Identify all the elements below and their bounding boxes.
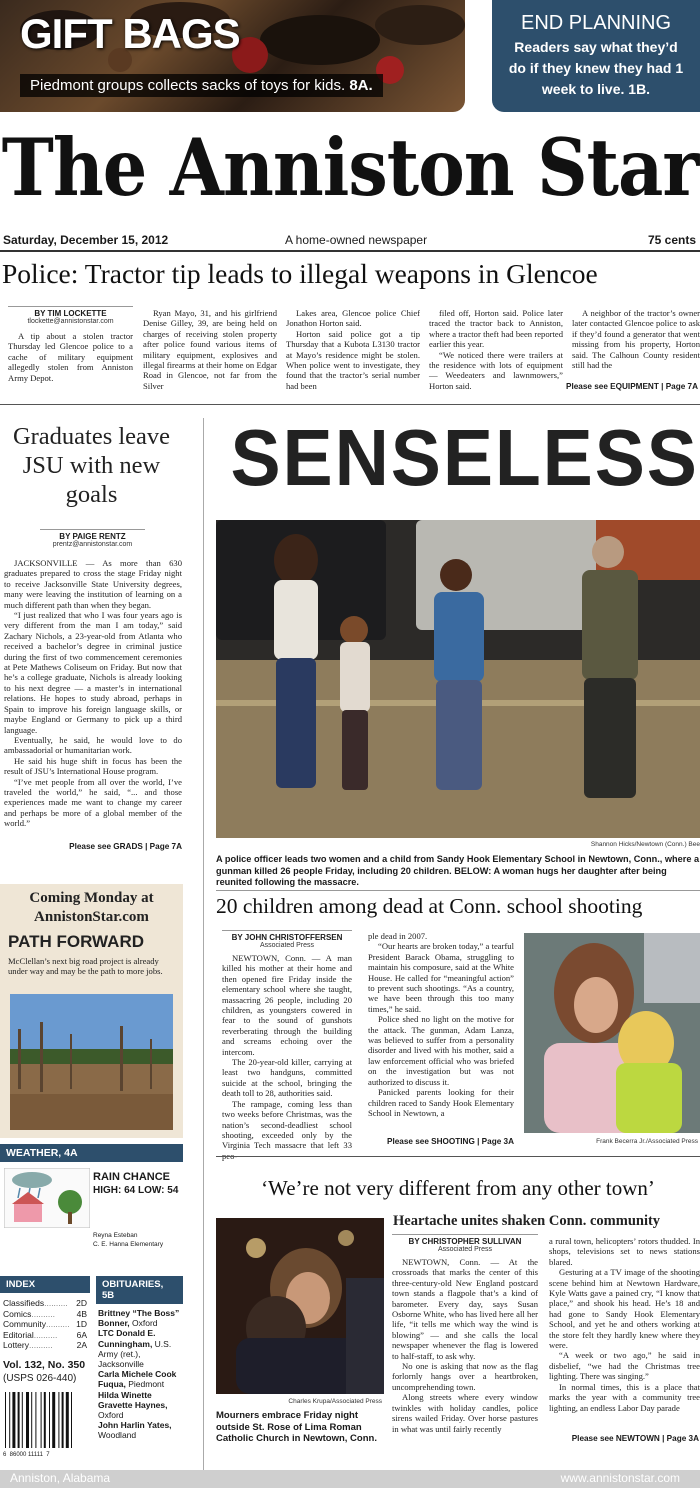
masthead-tagline: A home-owned newspaper <box>285 233 428 247</box>
grads-byline: BY PAIGE RENTZ <box>40 529 145 541</box>
weather-artist: Reyna Esteban <box>93 1232 138 1239</box>
tractor-headline[interactable]: Police: Tractor tip leads to illegal weapons in Glencoe <box>2 258 598 289</box>
heartache-c2p3: In normal times, this is a place that marks the year with a community tree lighting, an endless Labor Day parade <box>549 1381 700 1413</box>
obit-entry[interactable] <box>98 1420 181 1440</box>
obits-head: OBITUARIES, 5B <box>96 1276 183 1304</box>
tractor-see-link[interactable]: Please see EQUIPMENT | Page 7A <box>566 382 698 391</box>
tractor-col5 <box>572 308 700 370</box>
tractor-byline: BY TIM LOCKETTE <box>8 306 133 318</box>
obit-name: John Harlin Yates, <box>98 1420 172 1431</box>
obit-name: Brittney “The Boss” Bonner, <box>98 1308 180 1329</box>
coming-monday-box[interactable] <box>0 884 183 1138</box>
main-photo[interactable] <box>216 520 700 838</box>
tractor-text-3a: Lakes area, Glencoe police Chief Jonathon Horton said. <box>286 308 420 329</box>
index-item-page: 1D <box>76 1319 87 1329</box>
obit-name: Carla Michele Cook Fuqua, <box>98 1369 177 1390</box>
coming-headline: PATH FORWARD <box>8 932 144 951</box>
heartache-col2 <box>549 1236 700 1413</box>
tractor-email: tlockette@annistonstar.com <box>27 318 114 325</box>
left-column-divider <box>203 418 204 1473</box>
obit-detail: Oxford <box>132 1318 158 1329</box>
index-item-page: 2D <box>76 1298 87 1308</box>
mother-daughter-photo[interactable] <box>524 933 700 1133</box>
obit-name: LTC Donald E. Cunningham, <box>98 1328 156 1349</box>
masthead-title: The Anniston Star <box>1 121 699 214</box>
footer-website[interactable]: www.annistonstar.com <box>560 1471 680 1485</box>
promo-end-planning[interactable] <box>492 0 700 112</box>
tractor-text-5: A neighbor of the tractor’s owner later contacted Glencoe police to ask if they’d found a generator that went missing from his property, Horton said. The Calhoun County resident still had the <box>572 308 700 371</box>
obit-detail: U.S. Army (ret.), Jacksonville <box>98 1338 172 1370</box>
heartache-c1p3: Along streets where every window twinkles with holiday candles, police sirens wailed Friday. Over horse pastures in what was until fairly recently <box>392 1392 538 1434</box>
coming-text: McClellan’s next big road project is already under way and may be the path to more jobs. <box>8 956 163 977</box>
grads-p1: JACKSONVILLE — As more than 630 graduates prepared to cross the stage Friday night to receive Jacksonville State University degrees, many were leaving the institution of learning on a much different path than when they began. <box>4 558 182 610</box>
quote-headline[interactable]: ‘We’re not very different from any other town’ <box>261 1176 655 1200</box>
barcode <box>3 1392 89 1448</box>
index-item-name: Community <box>3 1319 46 1329</box>
shooting-see-link[interactable]: Please see SHOOTING | Page 3A <box>387 1137 514 1146</box>
index-item[interactable] <box>3 1309 87 1320</box>
weather-temps <box>93 1185 178 1196</box>
grads-see-link[interactable]: Please see GRADS | Page 7A <box>69 842 182 851</box>
weather-head: WEATHER, 4A <box>0 1144 183 1162</box>
weather-box[interactable] <box>0 1144 183 1266</box>
coming-title: Coming Monday at AnnistonStar.com <box>29 890 154 925</box>
index-item-page: 6A <box>76 1329 87 1340</box>
weather-high: HIGH: 64 <box>93 1185 136 1196</box>
obit-entry[interactable] <box>98 1390 181 1421</box>
main-headline[interactable]: SENSELESS <box>230 413 699 502</box>
obit-detail: Oxford <box>98 1410 124 1421</box>
shooting-photo-credit: Frank Becerra Jr./Associated Press <box>596 1138 698 1145</box>
shooting-affil: Associated Press <box>259 942 315 949</box>
heartache-caption: Mourners embrace Friday night outside St. Rose of Lima Roman Catholic Church in Newtown, Conn. <box>216 1410 377 1444</box>
index-item[interactable] <box>3 1319 87 1330</box>
shooting-c2p0: ple dead in 2007. <box>368 931 428 941</box>
tractor-text-4b: “We noticed there were trailers at the residence with lots of equipment — Weedeaters and lawnmowers,” Horton said. <box>429 349 563 391</box>
footer-location: Anniston, Alabama <box>10 1471 111 1485</box>
promo-gift-bags[interactable] <box>0 0 465 112</box>
shooting-byline: BY JOHN CHRISTOFFERSEN <box>222 930 352 942</box>
masthead-date: Saturday, December 15, 2012 <box>3 233 169 247</box>
heartache-c2p2: “A week or two ago,” he said in disbelief, “we had the Christmas tree lighting. There was singing.” <box>549 1350 700 1382</box>
index-item[interactable] <box>3 1330 87 1341</box>
index-list <box>0 1293 90 1351</box>
obit-detail: Piedmont <box>128 1379 165 1390</box>
grads-email: prentz@annistonstar.com <box>52 541 133 548</box>
promo-page: 8A. <box>349 77 373 94</box>
weather-low: LOW: 54 <box>138 1185 179 1196</box>
shooting-c2p2: Police shed no light on the motive for the attack. The gunman, Adam Lanza, was believed to suffer from a personality disorder and lived with his mother, said a law enforcement official who was briefed on the investigation but was not authorized to discuss it. <box>368 1014 514 1087</box>
obit-entry[interactable] <box>98 1328 181 1369</box>
barcode-digits: 6 86000 11111 7 <box>3 1451 50 1458</box>
tractor-text-2: Ryan Mayo, 31, and his girlfriend Denise Gilley, 39, are being held on charges of receiving stolen property after police found various items of military equipment, explosives and illegal firearms at their home on Edgar Road in Glencoe, not far from the Silver <box>143 308 277 391</box>
weather-school: C. E. Hanna Elementary <box>93 1241 164 1248</box>
weather-title: RAIN CHANCE <box>93 1171 170 1183</box>
shooting-headline[interactable]: 20 children among dead at Conn. school shooting <box>216 894 643 918</box>
obit-entry[interactable] <box>98 1369 181 1389</box>
heartache-affil: Associated Press <box>437 1246 493 1253</box>
tractor-text-4a: filed off, Horton said. Police later traced the tractor back to Anniston, where a tractor theft had been reported earlier this year. <box>429 308 563 350</box>
mourners-photo[interactable] <box>216 1218 384 1394</box>
shooting-col1 <box>222 930 352 1161</box>
grads-headline[interactable]: Graduates leave JSU with new goals <box>12 423 171 508</box>
promo-end-title: END PLANNING <box>520 12 672 34</box>
tractor-col3 <box>286 308 420 391</box>
tractor-col1 <box>8 306 133 383</box>
promo-text-bar <box>20 74 383 97</box>
index-vol: Vol. 132, No. 350 <box>3 1358 86 1371</box>
heartache-byline: BY CHRISTOPHER SULLIVAN <box>392 1234 538 1246</box>
index-leader: .......... <box>45 1319 70 1329</box>
obits-box <box>96 1276 183 1441</box>
shooting-rule <box>216 1156 700 1157</box>
weather-drawing <box>4 1168 90 1228</box>
index-leader: .......... <box>29 1340 53 1350</box>
shooting-c2p1: “Our hearts are broken today,” a tearful President Barack Obama, struggling to maintain his composure, said at the White House. He called for “meaningful action” to prevent such shootings. “As a country, we have been through this too many times,” he said. <box>368 941 514 1014</box>
grads-p4: He said his huge shift in focus has been the result of JSU’s International House program. <box>4 755 182 777</box>
grads-byline-box <box>40 529 145 548</box>
main-caption: A police officer leads two women and a child from Sandy Hook Elementary School in Newtown, Conn., where a gunman killed 26 people Friday, including 20 children. BELOW: A woman hugs her daughter after being reunited following the massacre. <box>216 854 700 887</box>
heartache-c1p2: No one is asking that now as the flag forlornly hangs over a heartbroken, uncomprehending town. <box>392 1361 538 1392</box>
obit-name: Hilda Winette Gravette Haynes, <box>98 1389 168 1410</box>
caption-rule <box>216 890 700 891</box>
heartache-c2p0: a rural town, helicopters’ rotors thudded. In shops, televisions set to news stations blared. <box>549 1236 700 1267</box>
grads-p5: “I’ve met people from all over the world, I’ve traveled the world,” he said, “... and those experiences made me want to change my career and perhaps be more of a global member of the world.” <box>4 776 182 829</box>
index-item-name: Classifieds <box>3 1298 45 1308</box>
grads-p2: “I just realized that who I was four years ago is very different from the man I am today,” said Zachary Nichols, a 23-year-old from Atlanta who received a bachelor’s degree in criminal justice during the first of two commencement ceremonies at Pete Mathews Coliseum on Friday. But now that he’s a college graduate, Nichols is already looking to his next degree — a master’s in international relations. He hopes to study abroad, perhaps in Spain to improve his foreign language skills, or maybe England or Germany to pick up a third language. <box>4 610 182 735</box>
heartache-photo-credit: Charles Krupa/Associated Press <box>288 1398 382 1405</box>
heartache-c2p1: Gesturing at a TV image of the shooting scene behind him at Newtown Hardware, Kyle Watts gave a pained cry, “I know that place,” and shook his head. He’s 18 and had gone to Sandy Hook Elementary School, and yet he and others working at the store felt they hardly knew where they were. <box>549 1267 700 1351</box>
index-item-page: 4B <box>76 1308 87 1319</box>
shooting-c1p2: The 20-year-old killer, carrying at least two handguns, committed suicide at the school, bringing the death toll to 28, authorities said. <box>222 1057 352 1099</box>
heartache-see-link[interactable]: Please see NEWTOWN | Page 3A <box>571 1434 699 1443</box>
promo-text: Piedmont groups collects sacks of toys for kids. <box>30 77 346 94</box>
index-box <box>0 1276 90 1458</box>
obits-list <box>96 1304 183 1441</box>
index-item-name: Editorial <box>3 1329 34 1340</box>
index-item[interactable] <box>3 1340 87 1351</box>
tractor-col2 <box>143 308 277 391</box>
coming-photo <box>10 994 173 1130</box>
obit-entry[interactable] <box>98 1308 181 1328</box>
shooting-c1p1: NEWTOWN, Conn. — A man killed his mother at their home and then opened fire Friday inside the elementary school where she taught, massacring 26 people, including 20 children, as youngsters cowered in fear to the sound of gunshots reverberating through the building and screams echoing over the intercom. <box>222 953 352 1057</box>
masthead-rule <box>0 250 700 252</box>
main-photo-credit: Shannon Hicks/Newtown (Conn.) Bee <box>590 841 700 848</box>
heartache-c1p1: NEWTOWN, Conn. — At the crossroads that marks the center of this three-century-old New England postcard town stands a flagpole that’s a kind of barometer. Every day, says Susan Osborne White, who has lived here all her life, “it tells me which way the wind is blowing” — and she calls the local newspaper whenever the flag is lowered to half-staff, to ask why. <box>392 1257 538 1361</box>
promo-title: GIFT BAGS <box>20 10 240 57</box>
grads-p3: Eventually, he said, he would love to do ambassadorial or humanitarian work. <box>4 734 182 756</box>
grads-body <box>4 558 182 829</box>
obit-detail: Woodland <box>98 1430 137 1441</box>
index-head: INDEX <box>0 1276 90 1293</box>
index-usps: (USPS 026-440) <box>3 1372 77 1384</box>
shooting-col2 <box>368 931 514 1118</box>
tractor-col4 <box>429 308 563 391</box>
index-leader: .......... <box>33 1329 58 1340</box>
index-leader: .......... <box>44 1298 68 1308</box>
index-item-page: 2A <box>76 1340 87 1350</box>
index-item[interactable] <box>3 1298 87 1309</box>
promo-end-text: Readers say what they’d do if they knew they had 1 week to live. 1B. <box>508 39 684 97</box>
section-rule <box>0 404 700 405</box>
index-item-name: Lottery <box>3 1340 29 1350</box>
masthead-price: 75 cents <box>647 233 696 247</box>
shooting-c1p3: The rampage, coming less than two weeks before Christmas, was the nation’s second-deadliest school shooting, exceeded only by the Virginia Tech massacre that left 33 <box>222 1098 352 1151</box>
heartache-col1 <box>392 1234 538 1434</box>
index-item-name: Comics <box>3 1308 32 1319</box>
heartache-headline[interactable]: Heartache unites shaken Conn. community <box>393 1213 661 1229</box>
tractor-text-3b: Horton said police got a tip Thursday that a Kubota L3130 tractor at Mayo’s residence might be stolen. When police went to investigate, they found that the tractor’s serial number had been <box>286 328 420 391</box>
tractor-text-1: A tip about a stolen tractor Thursday led Glencoe police to a cache of military equipment allegedly stolen from Anniston Army Depot. <box>8 331 133 383</box>
shooting-c2p3: Panicked parents looking for their children raced to Sandy Hook Elementary School in Newtown, a <box>368 1087 514 1118</box>
index-leader: .......... <box>31 1308 55 1319</box>
